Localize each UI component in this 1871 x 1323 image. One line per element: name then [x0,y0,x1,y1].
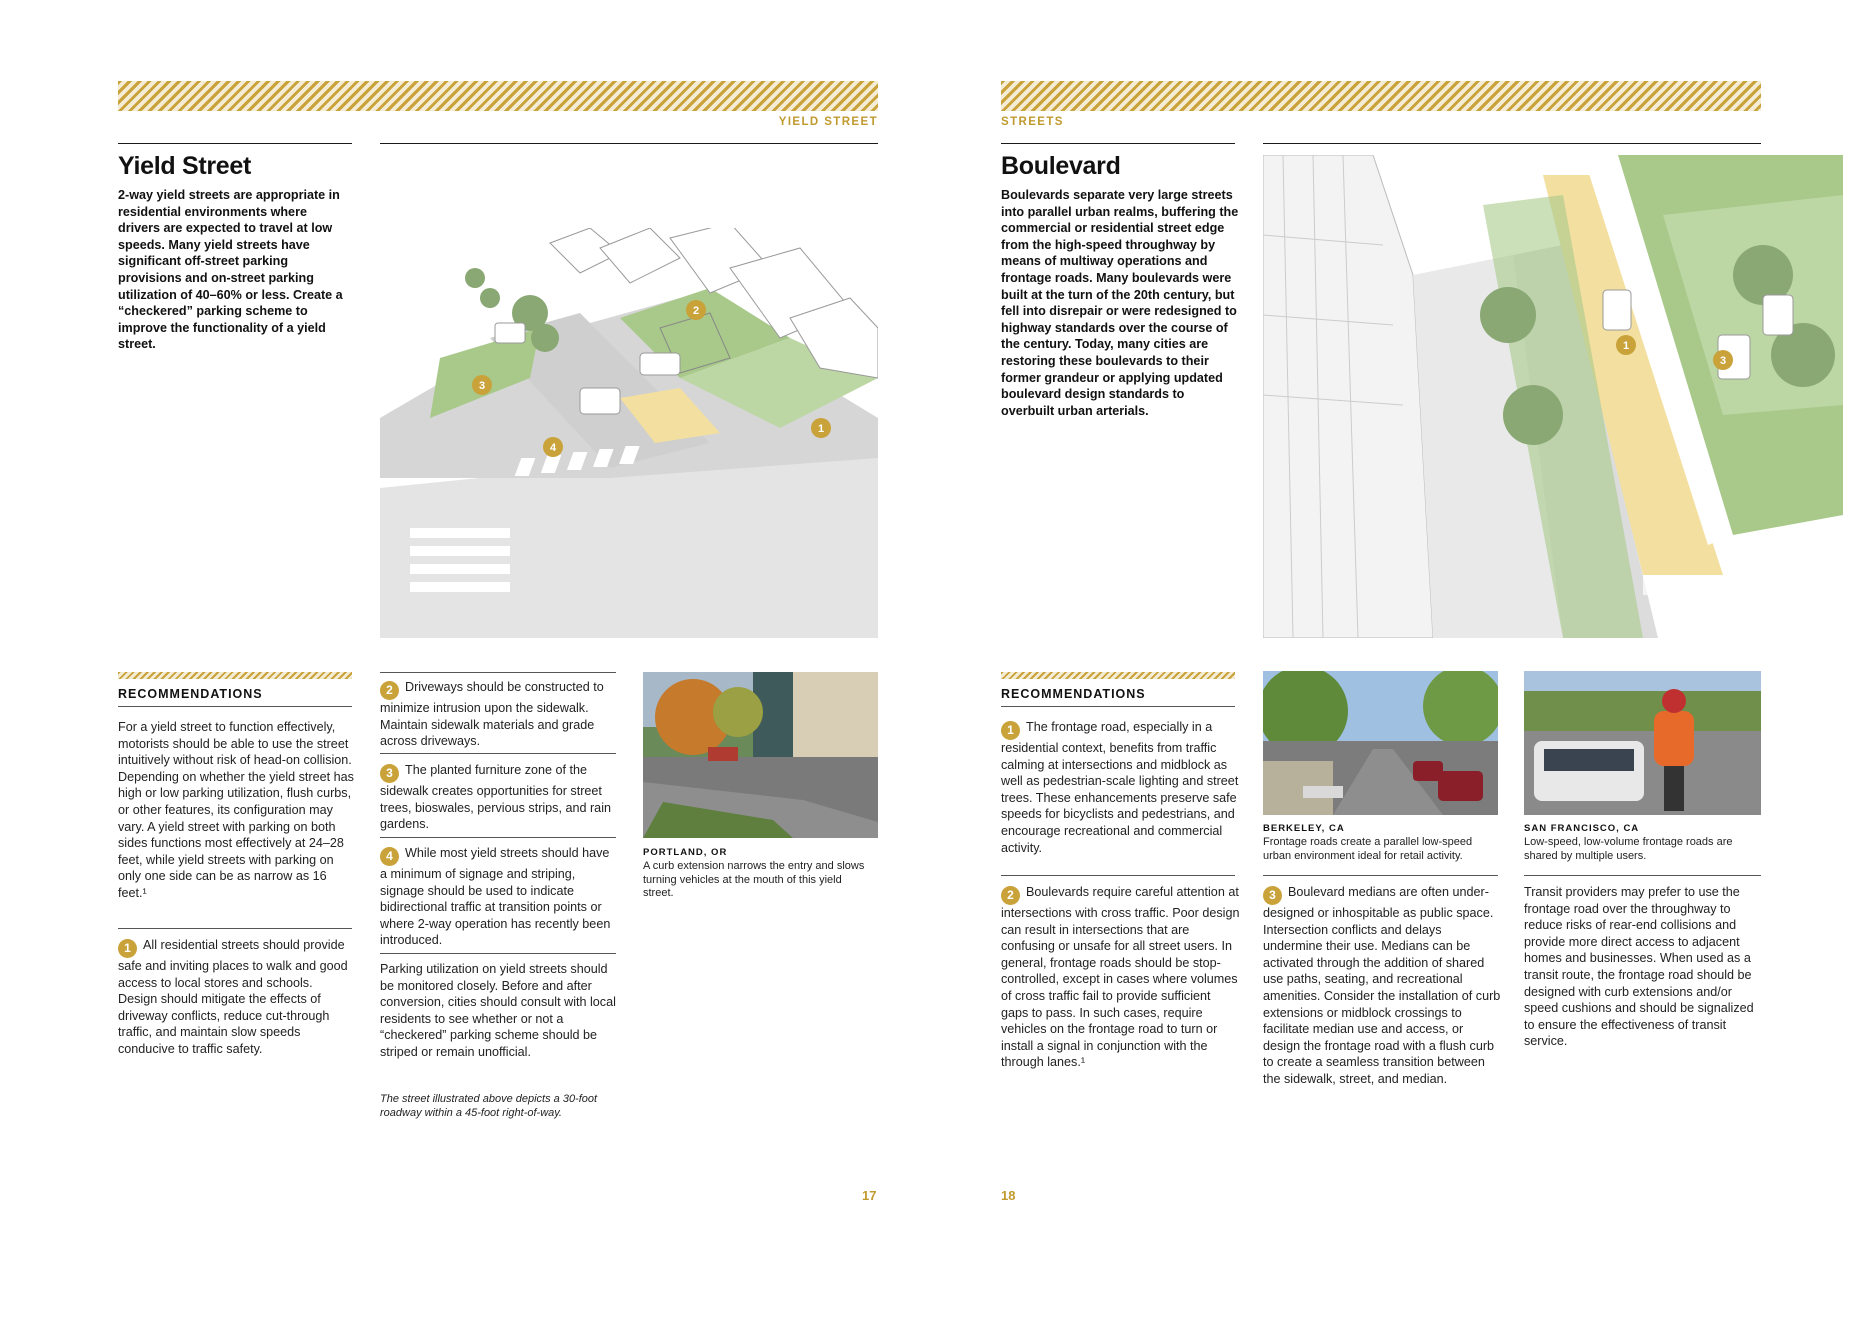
divider [118,143,352,144]
photo-caption-location: BERKELEY, CA [1263,823,1345,834]
number-badge: 1 [1001,721,1020,740]
number-badge: 4 [380,847,399,866]
divider [380,837,616,838]
number-badge: 1 [118,939,137,958]
parking-note: Parking utilization on yield streets should be monitored closely. Before and after conversion, cities should consult with local residents to see whether or not a “checkered” parking scheme should be striped or remain unofficial. [380,962,616,1059]
divider [1001,706,1235,707]
divider [1001,143,1235,144]
marker-1: 1 [1622,340,1630,352]
recommendation-intro: For a yield street to function effectively, motorists should be able to use the street intuitively without risk of head-on collision. Depending on whether the yield street has high or low parking utilization, flush curbs, or other features, its configuration may vary. A yield street with parking on both sides functions most effectively at 24–28 feet, while yield streets with parking on only one side can be as narrow as 16 feet.¹ [118,720,354,900]
header-hatch-bar-left [118,81,878,111]
yield-street-illustration [380,228,878,638]
portland-photo [643,672,878,838]
divider [1524,875,1761,876]
transit-note: Transit providers may prefer to use the frontage road over the throughway to reduce risks of rear-end collisions and provide more direct access to adjacent homes and businesses. When used as a transit route, the frontage road should be designed with curb extensions and/or speed cushions and should be signalized to ensure the effectiveness of transit service. [1524,885,1754,1049]
divider [1263,875,1498,876]
photo-caption: A curb extension narrows the entry and slows turning vehicles at the mouth of this yield street. [643,860,865,899]
intro-text-right: Boulevards separate very large streets into parallel urban realms, buffering the commercial or residential street edge from the high-speed throughway by means of multiway operations and frontage roads. Many boulevards were built at the turn of the 20th century, but fell into disrepair or were redesigned to highway standards over the course of the century. Today, many cities are restoring these boulevards to their former grandeur or applying updated boulevard design standards to overbuilt urban arterials. [1001,188,1239,418]
divider [380,143,878,144]
page-number-right: 18 [1001,1188,1016,1203]
recommendation-item: 4 While most yield streets should have a minimum of signage and striping, signage should be used to indicate bidirectional traffic at transition points or where 2-way operation has recently been introduced. [380,846,611,948]
recommendation-item: 3 The planted furniture zone of the sidewalk creates opportunities for street trees, bioswales, pervious strips, and rain gardens. [380,763,611,832]
divider [118,928,352,929]
photo-caption: Frontage roads create a parallel low-speed urban environment ideal for retail activity. [1263,836,1473,862]
divider [1001,875,1235,876]
recommendations-hatch-left [118,672,352,679]
recommendation-item: 1 All residential streets should provide safe and inviting places to walk and good access to local stores and schools. Design should mitigate the effects of driveway conflicts, reduce cut-through traffic, and maintain slow speeds conducive to traffic safety. [118,938,348,1056]
number-badge: 3 [380,764,399,783]
page-title-right: Boulevard [1001,152,1121,180]
divider [1263,143,1761,144]
number-badge: 3 [1263,886,1282,905]
recommendation-item: 3 Boulevard medians are often under-designed or inhospitable as public space. Intersection conflicts and delays undermine their use. Medians can be activated through the addition of shared use paths, seating, and recreational amenities. Consider the installation of curb extensions or midblock crossings to facilitate median use and access, or design the frontage road with a flush curb to create a seamless transition between the sidewalk, street, and median. [1263,885,1501,1086]
divider [380,672,616,673]
marker-2: 2 [692,305,700,317]
section-label-left: YIELD STREET [778,116,878,128]
recommendation-item: 1 The frontage road, especially in a residential context, benefits from traffic calming at intersections and midblock as well as pedestrian-scale lighting and street trees. These enhancements preserve safe speeds for bicyclists and pedestrians, and encourage recreational and commercial activity. [1001,720,1239,855]
recommendations-hatch-right [1001,672,1235,679]
photo-caption: Low-speed, low-volume frontage roads are shared by multiple users. [1524,836,1733,862]
photo-caption-location: SAN FRANCISCO, CA [1524,823,1640,834]
page-number-left: 17 [862,1188,877,1203]
marker-1: 1 [817,423,825,435]
section-label-right: STREETS [1001,116,1064,128]
number-badge: 2 [1001,886,1020,905]
marker-3: 3 [1719,355,1727,367]
illustration-note: The street illustrated above depicts a 30-foot roadway within a 45-foot right-of-way. [380,1093,598,1119]
divider [380,953,616,954]
header-hatch-bar-right [1001,81,1761,111]
number-badge: 2 [380,681,399,700]
recommendation-item: 2 Boulevards require careful attention at intersections with cross traffic. Poor design can result in intersections that are confusing or unsafe for all street users. In general, frontage roads should be stop-controlled, except in cases where volumes of cross traffic fail to provide sufficient gaps to pass. In such cases, require vehicles on the frontage road to turn or install a signal in conjunction with the through lanes.¹ [1001,885,1240,1070]
divider [380,753,616,754]
marker-3: 3 [478,380,486,392]
recommendations-heading-right: RECOMMENDATIONS [1001,687,1146,701]
page-title-left: Yield Street [118,152,252,180]
photo-caption-location: PORTLAND, OR [643,847,728,858]
recommendations-heading-left: RECOMMENDATIONS [118,687,263,701]
intro-text-left: 2-way yield streets are appropriate in residential environments where drivers are expected to travel at low speeds. Many yield streets have significant off-street parking provisions and on-street parking utilization of 40–60% or less. Create a “checkered” parking scheme to improve the functionality of a yield street. [118,188,343,352]
boulevard-illustration [1263,155,1843,638]
berkeley-photo [1263,671,1498,815]
marker-4: 4 [549,442,557,454]
recommendation-item: 2 Driveways should be constructed to minimize intrusion upon the sidewalk. Maintain sidewalk materials and grade across driveways. [380,680,604,749]
divider [118,706,352,707]
san-francisco-photo [1524,671,1761,815]
